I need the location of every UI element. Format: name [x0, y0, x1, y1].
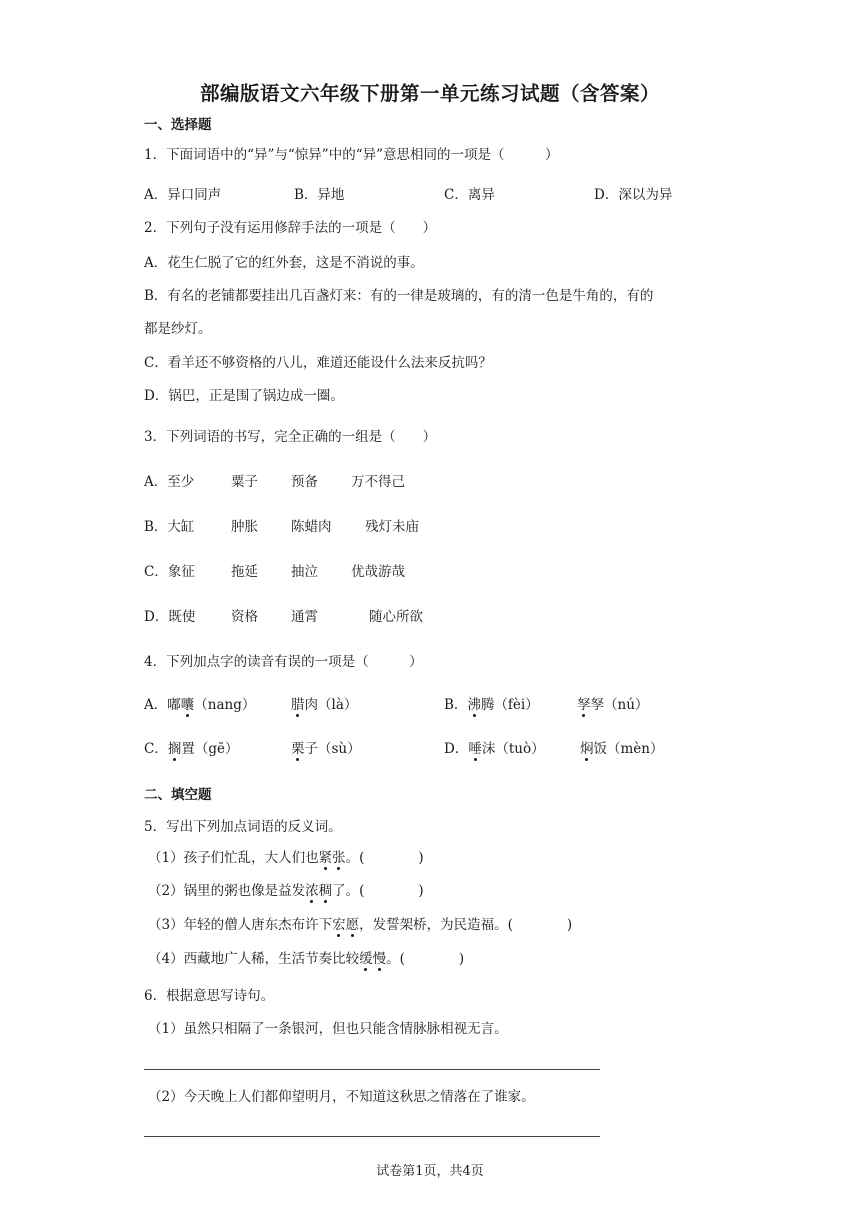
question-1-option-b: B．异地 — [294, 187, 345, 203]
emphasis-dot-char: 浓 — [305, 883, 319, 899]
question-3-d-word-2: 资格 — [231, 609, 258, 625]
emphasis-dot-char: 沸 — [467, 697, 481, 713]
question-4-d-item-1: D．唾沫（tuò） — [444, 741, 545, 757]
question-6-stem: 6．根据意思写诗句。 — [144, 988, 275, 1004]
answer-line-2 — [144, 1136, 600, 1137]
emphasis-dot-char: 焖 — [580, 741, 594, 757]
emphasis-dot-char: 孥 — [577, 697, 591, 713]
question-3-c-word-1: C．象征 — [144, 564, 195, 580]
question-3-a-word-3: 预备 — [291, 474, 318, 490]
emphasis-dot-char: 囔 — [180, 697, 195, 713]
question-2-option-b-line2: 都是纱灯。 — [144, 321, 212, 337]
question-3-c-word-4: 优哉游哉 — [351, 564, 405, 580]
question-3-c-word-2: 拖延 — [231, 564, 258, 580]
question-4-c-item-2: 栗子（sù） — [291, 741, 361, 757]
page-title: 部编版语文六年级下册第一单元练习试题（含答案） — [199, 82, 660, 105]
question-3-stem: 3．下列词语的书写，完全正确的一组是（ ） — [144, 429, 437, 445]
emphasis-dot-char: 缓 — [359, 951, 373, 967]
question-3-b-word-1: B．大缸 — [144, 519, 195, 535]
emphasis-dot-char: 腊 — [291, 697, 305, 713]
section-heading-fill: 二、填空题 — [144, 787, 212, 803]
question-3-d-word-3: 通霄 — [291, 609, 318, 625]
question-4-a-item-2: 腊肉（là） — [291, 697, 358, 713]
question-5-item-2: （2）锅里的粥也像是益发浓稠了。( ) — [148, 883, 424, 899]
question-2-option-c: C．看羊还不够资格的八儿，难道还能设什么法来反抗吗？ — [144, 355, 492, 371]
question-1-stem: 1．下面词语中的“异”与“惊异”中的“异”意思相同的一项是（ ） — [144, 147, 559, 163]
question-3-b-word-3: 陈蜡肉 — [291, 519, 332, 535]
page-footer: 试卷第1页，共4页 — [376, 1164, 484, 1179]
emphasis-dot-char: 慢 — [372, 951, 387, 967]
question-5-item-1: （1）孩子们忙乱，大人们也紧张。( ) — [148, 850, 424, 866]
question-4-d-item-2: 焖饭（mèn） — [580, 741, 664, 757]
question-4-c-item-1: C．搁置（gē） — [144, 741, 239, 757]
question-3-b-word-4: 残灯未庙 — [365, 519, 419, 535]
question-2-stem: 2．下列句子没有运用修辞手法的一项是（ ） — [144, 220, 437, 236]
question-3-a-word-2: 粟子 — [231, 474, 258, 490]
emphasis-dot-char: 紧 — [318, 850, 333, 866]
question-1-option-c: C．离异 — [444, 187, 495, 203]
question-1-option-a: A．异口同声 — [144, 187, 222, 203]
emphasis-dot-char: 稠 — [318, 883, 333, 899]
question-3-a-word-4: 万不得己 — [351, 474, 405, 490]
emphasis-dot-char: 唾 — [468, 741, 482, 757]
question-3-b-word-2: 肿胀 — [231, 519, 258, 535]
question-4-b-item-2: 孥孥（nú） — [577, 697, 649, 713]
emphasis-dot-char: 宏 — [332, 917, 346, 933]
question-3-c-word-3: 抽泣 — [291, 564, 318, 580]
question-4-b-item-1: B．沸腾（fèi） — [444, 697, 539, 713]
question-2-option-a: A．花生仁脱了它的红外套，这是不消说的事。 — [144, 255, 424, 271]
question-6-item-2: （2）今天晚上人们都仰望明月，不知道这秋思之情落在了谁家。 — [148, 1089, 535, 1105]
question-5-item-3: （3）年轻的僧人唐东杰布许下宏愿，发誓架桥，为民造福。( ) — [148, 917, 573, 933]
question-2-option-d: D．锅巴，正是围了锅边成一圈。 — [144, 388, 344, 404]
question-1-option-d: D．深以为异 — [594, 187, 673, 203]
question-4-a-item-1: A．嘟囔（nang） — [144, 697, 256, 713]
question-3-d-word-4: 随心所欲 — [369, 609, 423, 625]
answer-line-1 — [144, 1069, 600, 1070]
emphasis-dot-char: 张 — [332, 850, 346, 866]
question-3-a-word-1: A．至少 — [144, 474, 195, 490]
question-4-stem: 4．下列加点字的读音有误的一项是（ ） — [144, 654, 423, 670]
question-6-item-1: （1）虽然只相隔了一条银河，但也只能含情脉脉相视无言。 — [148, 1021, 508, 1037]
emphasis-dot-char: 栗 — [291, 741, 305, 757]
section-heading-choice: 一、选择题 — [144, 117, 212, 133]
question-5-item-4: （4）西藏地广人稀，生活节奏比较缓慢。( ) — [148, 951, 465, 967]
question-5-stem: 5．写出下列加点词语的反义词。 — [144, 819, 342, 835]
emphasis-dot-char: 搁 — [167, 741, 182, 757]
question-3-d-word-1: D．既使 — [144, 609, 196, 625]
emphasis-dot-char: 愿 — [345, 917, 360, 933]
question-2-option-b-line1: B．有名的老铺都要挂出几百盏灯来：有的一律是玻璃的，有的清一色是牛角的，有的 — [144, 288, 654, 304]
